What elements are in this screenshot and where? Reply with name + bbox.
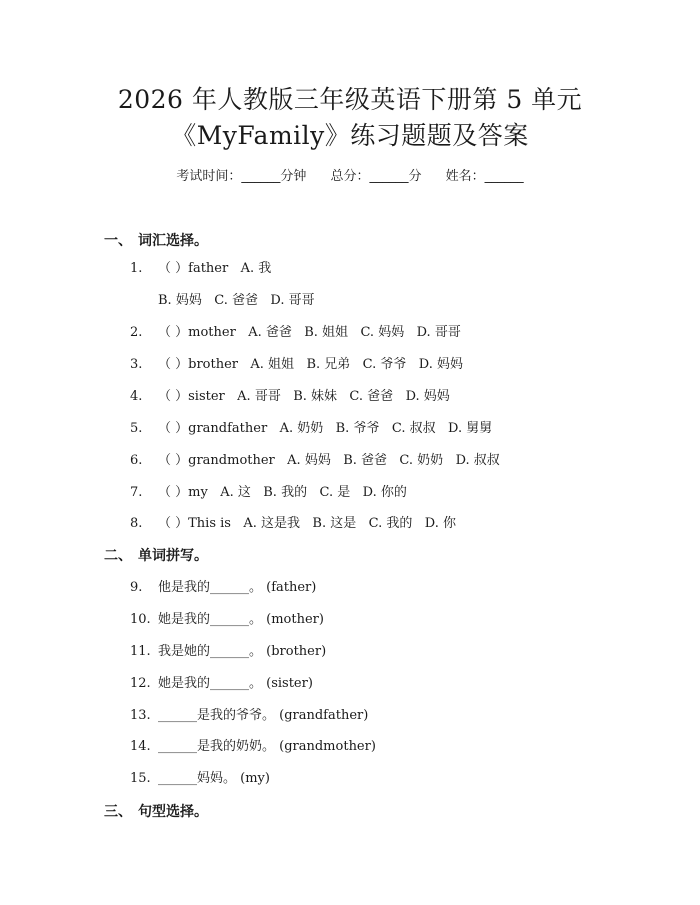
question-number: 2. (130, 325, 143, 340)
question-number: 1. (130, 261, 143, 276)
question-number: 7. (130, 485, 143, 500)
question-number: 5. (130, 421, 143, 436)
question-text: （ ）This is A. 这是我 B. 这是 C. 我的 D. 你 (158, 516, 456, 531)
spelling-question-15 (130, 769, 270, 789)
question-text: （ ）mother A. 爸爸 B. 姐姐 C. 妈妈 D. 哥哥 (158, 325, 461, 340)
question-number: 6. (130, 453, 143, 468)
question-number: 8. (130, 516, 143, 531)
question-text: （ ）sister A. 哥哥 B. 妹妹 C. 爸爸 D. 妈妈 (158, 389, 450, 404)
question-text: （ ）grandmother A. 妈妈 B. 爸爸 C. 奶奶 D. 叔叔 (158, 453, 500, 468)
exam-info (0, 168, 700, 186)
question-number: 3. (130, 357, 143, 372)
section-number: 三、 (104, 804, 132, 820)
question-number: 11. (130, 644, 151, 659)
question-number: 15. (130, 771, 151, 786)
spelling-question-13 (130, 706, 368, 726)
question-number: 9. (130, 580, 143, 595)
question-text: 我是她的______。 (brother) (158, 644, 327, 659)
vocab-question-3 (130, 355, 463, 375)
section-heading-spelling (104, 546, 208, 566)
vocab-question-8 (130, 514, 456, 534)
vocab-question-1 (130, 259, 271, 279)
question-number: 10. (130, 612, 151, 627)
question-number: 4. (130, 389, 143, 404)
vocab-question-5 (130, 419, 492, 439)
section-title: 句型选择。 (138, 804, 208, 820)
question-text: ______是我的奶奶。 (grandmother) (158, 739, 376, 754)
spelling-question-11 (130, 642, 326, 662)
spelling-question-9 (130, 578, 316, 598)
section-number: 一、 (104, 233, 132, 249)
question-text: 她是我的______。 (sister) (158, 676, 313, 691)
question-text: ______妈妈。 (my) (158, 771, 270, 786)
section-title: 词汇选择。 (138, 233, 208, 249)
spelling-question-12 (130, 674, 313, 694)
section-number: 二、 (104, 548, 132, 564)
vocab-question-1-options (158, 291, 315, 311)
exam-score: 总分：______分 (330, 169, 422, 184)
question-number: 13. (130, 708, 151, 723)
vocab-question-4 (130, 387, 450, 407)
question-text: 她是我的______。 (mother) (158, 612, 324, 627)
question-text: （ ）grandfather A. 奶奶 B. 爷爷 C. 叔叔 D. 舅舅 (158, 421, 493, 436)
question-text: ______是我的爷爷。 (grandfather) (158, 708, 369, 723)
section-heading-sentence (104, 802, 208, 822)
exam-name: 姓名：______ (445, 169, 524, 184)
vocab-question-7 (130, 483, 407, 503)
question-number: 14. (130, 739, 151, 754)
spelling-question-14 (130, 737, 376, 757)
title-line-1: 2026 年人教版三年级英语下册第 5 单元 (117, 85, 583, 114)
spelling-question-10 (130, 610, 324, 630)
section-title: 单词拼写。 (138, 548, 208, 564)
title-line-2: 《MyFamily》练习题题及答案 (171, 121, 529, 150)
question-text: （ ）brother A. 姐姐 B. 兄弟 C. 爷爷 D. 妈妈 (158, 357, 464, 372)
question-text: （ ）my A. 这 B. 我的 C. 是 D. 你的 (158, 485, 407, 500)
vocab-question-6 (130, 451, 500, 471)
section-heading-vocab (104, 231, 208, 251)
vocab-question-2 (130, 323, 461, 343)
question-text: 他是我的______。 (father) (158, 580, 317, 595)
question-text: （ ）father A. 我 (158, 261, 272, 276)
question-number: 12. (130, 676, 151, 691)
question-text: B. 妈妈 C. 爸爸 D. 哥哥 (158, 293, 315, 308)
exam-time: 考试时间：______分钟 (176, 169, 307, 184)
